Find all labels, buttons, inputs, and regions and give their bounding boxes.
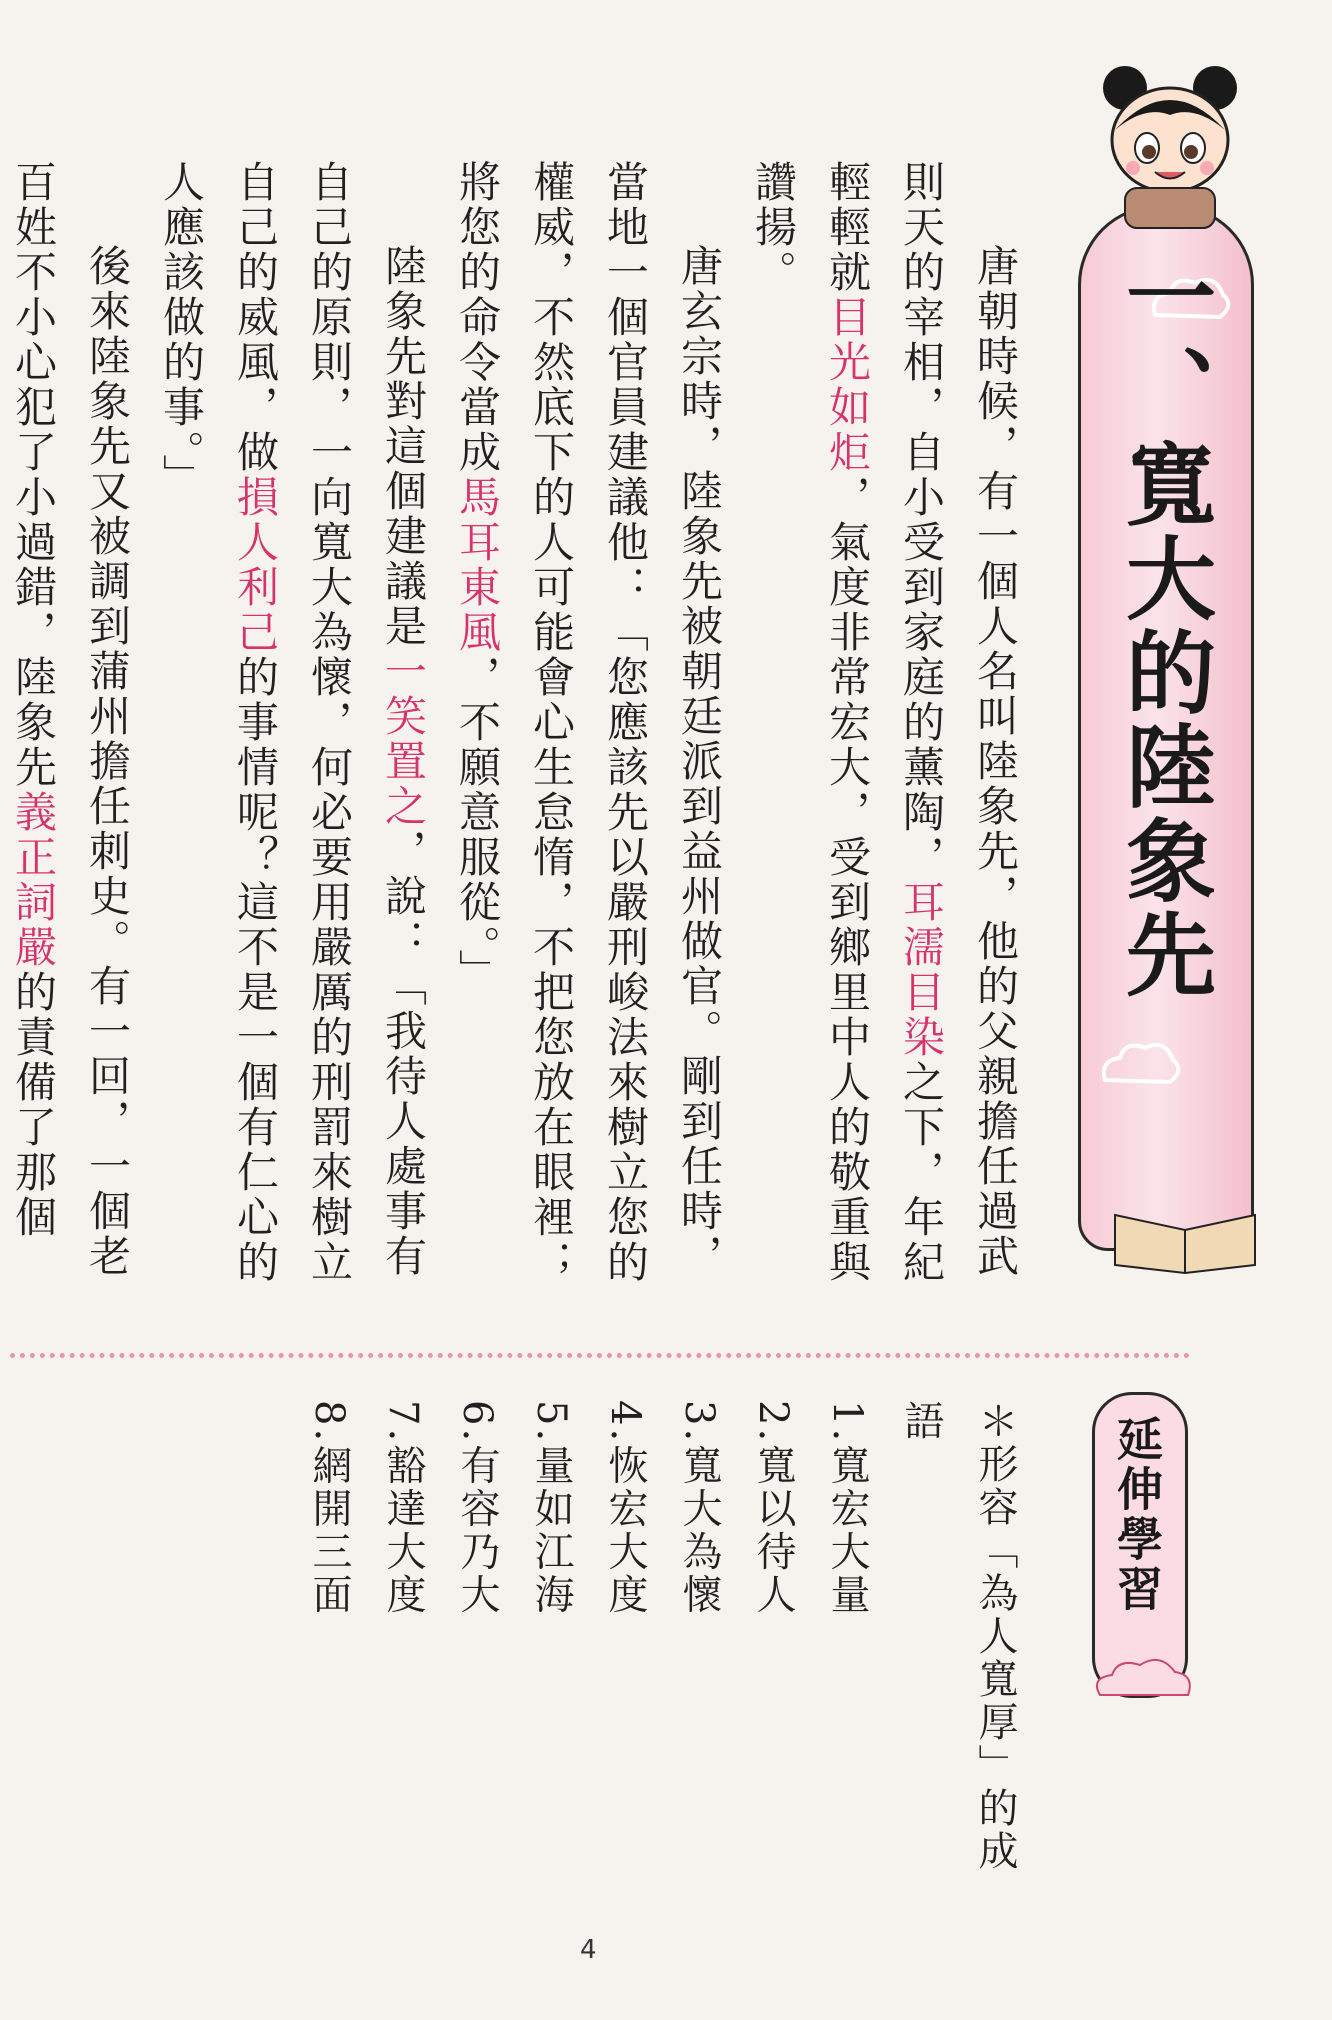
story-text-segment: 唐玄宗時，陸象先被朝廷派到益州做官。剛到任時，當地一個官員建議他：「您應該先以嚴刑峻法來樹立您的權威，不然底下的人可能會心生怠惰，不把您放在眼裡；將您的命令當成 <box>453 160 724 1285</box>
story-text-segment: 的事情呢？這不是一個有仁心的人應該做的事。」 <box>157 160 280 1285</box>
page-title: 一、寬大的陸象先 <box>1110 250 1216 1002</box>
extended-learning-content <box>292 1400 1032 1900</box>
idiom-item: 1.寬宏大量 <box>824 1400 870 1617</box>
story-text-segment: ，說：「我待人處事有自己的原則，一向寬大為懷，何必要用嚴厲的刑罰來樹立自己的威風，做 <box>231 160 428 1285</box>
story-text-segment: 後來陸象先又被調到蒲州擔任刺史。有一回，一個老百姓不小心犯了小過錯，陸象先 <box>9 160 132 1279</box>
idiom-item: 3.寬大為懷 <box>676 1400 722 1617</box>
cloud-icon <box>1090 1650 1200 1710</box>
extended-heading: ＊形容「為人寬厚」的成語 <box>898 1400 1018 1873</box>
highlighted-idiom: 馬耳東風 <box>453 475 502 655</box>
idiom-item: 7.豁達大度 <box>380 1400 426 1617</box>
story-text-segment: 之下，年紀輕輕就 <box>823 160 946 1285</box>
cloud-icon <box>1095 1030 1185 1100</box>
story-text <box>0 160 1032 1310</box>
highlighted-idiom: 損人利己 <box>231 475 280 655</box>
story-paragraph <box>440 160 736 1310</box>
extended-learning-label: 延伸學習 <box>1110 1415 1164 1615</box>
idiom-item: 4.恢宏大度 <box>602 1400 648 1617</box>
idiom-item: 8.網開三面 <box>306 1400 352 1617</box>
story-text-segment: ，不願意服從。」 <box>453 655 502 994</box>
page-number: 4 <box>580 1935 597 1965</box>
open-book-icon <box>1110 1195 1260 1275</box>
highlighted-idiom: 義正詞嚴 <box>9 790 58 970</box>
dotted-divider <box>10 1353 1190 1358</box>
story-text-segment: 唐朝時候，有一個人名叫陸象先，他的父親擔任過武則天的宰相，自小受到家庭的薰陶， <box>897 160 1020 1279</box>
story-paragraph <box>144 160 440 1310</box>
story-text-segment: ，氣度非常宏大，受到鄉里中人的敬重與讚揚。 <box>749 160 872 1285</box>
story-text-segment: 的責備了那個 <box>9 970 58 1240</box>
story-paragraph <box>736 160 1032 1310</box>
idiom-item: 5.量如江海 <box>528 1400 574 1617</box>
highlighted-idiom: 一笑置之 <box>379 649 428 829</box>
cartoon-child-icon <box>1085 60 1255 230</box>
story-paragraph <box>0 160 144 1310</box>
idiom-item: 6.有容乃大 <box>454 1400 500 1617</box>
highlighted-idiom: 耳濡目染 <box>897 880 946 1060</box>
highlighted-idiom: 目光如炬 <box>823 295 872 475</box>
idiom-item: 2.寬以待人 <box>750 1400 796 1617</box>
story-text-segment: 陸象先對這個建議是 <box>379 244 428 649</box>
